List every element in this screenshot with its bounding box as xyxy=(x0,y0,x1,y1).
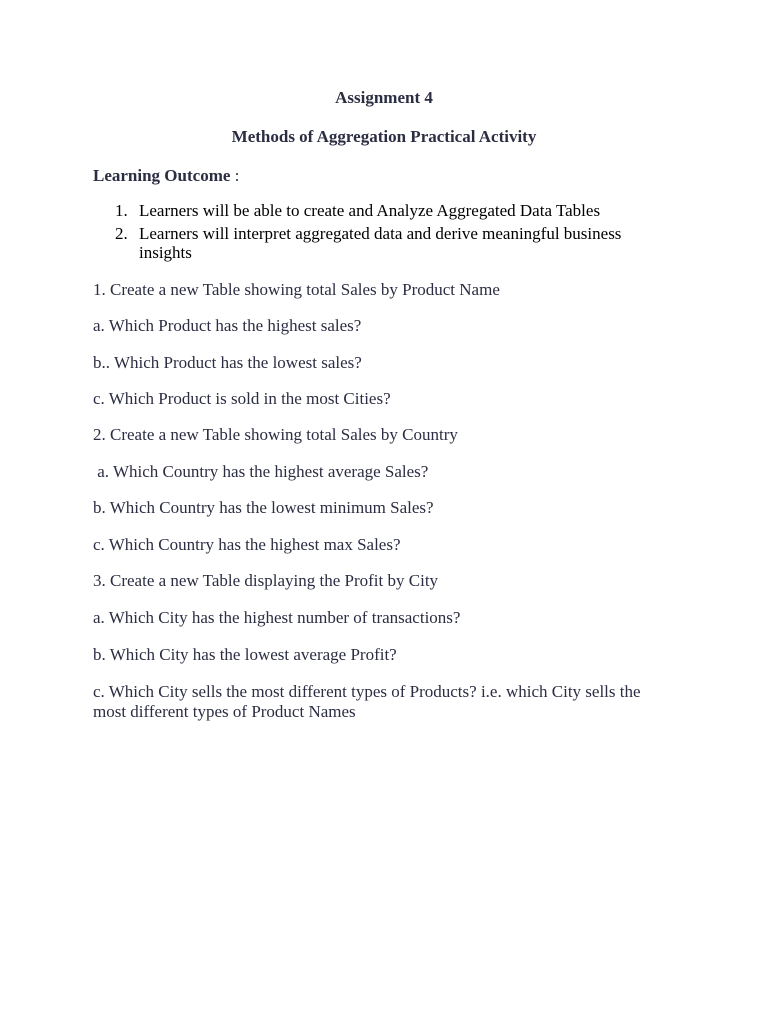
outcome-number: 2. xyxy=(115,223,128,243)
question-3c: c. Which City sells the most different types of Products? i.e. which City sells the most different types of Product Names xyxy=(93,682,641,721)
question-1b: b.. Which Product has the lowest sales? xyxy=(93,353,362,372)
outcome-text: Learners will be able to create and Analyze Aggregated Data Tables xyxy=(139,201,601,220)
outcome-item xyxy=(93,224,673,263)
question-3a: a. Which City has the highest number of transactions? xyxy=(93,608,461,627)
task-1-heading: 1. Create a new Table showing total Sales by Product Name xyxy=(93,280,500,299)
outcome-text: Learners will interpret aggregated data and derive meaningful business insights xyxy=(139,223,622,262)
learning-outcome-heading xyxy=(93,166,239,186)
outcome-number: 1. xyxy=(115,201,128,220)
task-2-heading: 2. Create a new Table showing total Sales by Country xyxy=(93,425,458,444)
question-2c: c. Which Country has the highest max Sales? xyxy=(93,535,401,554)
outcome-item xyxy=(93,201,673,221)
question-1c: c. Which Product is sold in the most Cities? xyxy=(93,389,391,408)
task-3-heading: 3. Create a new Table displaying the Profit by City xyxy=(93,571,439,590)
question-2a: a. Which Country has the highest average Sales? xyxy=(93,462,429,481)
learning-outcome-suffix: : xyxy=(230,166,240,185)
question-2b: b. Which Country has the lowest minimum Sales? xyxy=(93,498,434,517)
document-title: Assignment 4 xyxy=(335,88,433,107)
document-subtitle: Methods of Aggregation Practical Activity xyxy=(231,127,537,146)
learning-outcome-list xyxy=(93,201,673,266)
learning-outcome-label: Learning Outcome xyxy=(93,166,231,185)
question-1a: a. Which Product has the highest sales? xyxy=(93,316,362,335)
question-3b: b. Which City has the lowest average Profit? xyxy=(93,645,397,664)
